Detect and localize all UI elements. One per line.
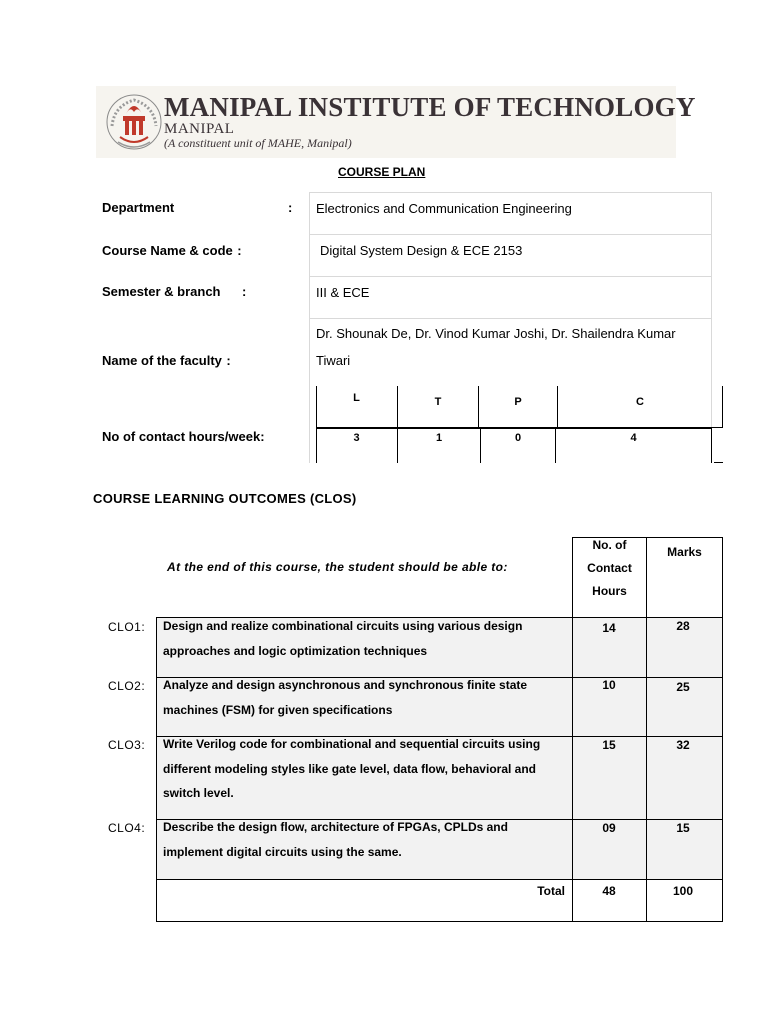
clo-description: Design and realize combinational circuits using various design approaches and logic optimization techniques: [163, 619, 523, 658]
clo-intro: At the end of this course, the student should be able to:: [167, 560, 508, 574]
ltpc-value-l: 3: [353, 432, 360, 444]
course-label-row: [102, 242, 242, 260]
divider: [309, 276, 711, 277]
col-header-marks: Marks: [667, 545, 702, 559]
colon: :: [237, 243, 242, 258]
ltpc-header-l: L: [353, 392, 360, 404]
clo-section-title: COURSE LEARNING OUTCOMES (CLOS): [93, 491, 357, 506]
faculty-value-line2: Tiwari: [316, 353, 351, 368]
total-label: Total: [537, 884, 565, 898]
clo-description: Analyze and design asynchronous and synchronous finite state machines (FSM) for given specifications: [163, 678, 528, 717]
clo-id: CLO4:: [108, 821, 146, 835]
ltpc-value-c: 4: [630, 432, 637, 444]
institute-name: MANIPAL INSTITUTE OF TECHNOLOGY: [164, 92, 696, 122]
clo-id: CLO1:: [108, 620, 146, 634]
manipal-emblem-icon: [104, 92, 164, 152]
clo-hours: 14: [602, 621, 616, 635]
semester-value: III & ECE: [316, 285, 370, 300]
divider: [309, 318, 711, 319]
clo-description: Describe the design flow, architecture of FPGAs, CPLDs and implement digital circuits using the same.: [163, 820, 508, 859]
col-header-contact-hours: No. of Contact Hours: [587, 538, 632, 598]
ltpc-table: [316, 386, 723, 463]
clo-hours: 15: [602, 738, 616, 752]
semester-label: Semester & branch: [102, 284, 221, 299]
divider: [309, 234, 711, 235]
total-marks: 100: [672, 884, 694, 898]
clo-marks: 32: [676, 738, 690, 752]
faculty-label: Name of the faculty: [102, 353, 222, 368]
clo-id: CLO3:: [108, 738, 146, 752]
department-label: Department: [102, 200, 175, 215]
total-hours: 48: [602, 884, 616, 898]
clo-marks: 15: [676, 821, 690, 835]
document-title: COURSE PLAN: [338, 165, 426, 179]
institute-city: MANIPAL: [164, 121, 235, 137]
ltpc-header-p: P: [514, 396, 522, 408]
colon: :: [288, 200, 293, 215]
colon: :: [226, 353, 231, 368]
institute-subtitle: (A constituent unit of MAHE, Manipal): [164, 136, 352, 150]
faculty-label-row: [102, 352, 231, 370]
course-label: Course Name & code: [102, 243, 233, 258]
clo-marks: 25: [676, 680, 690, 694]
clo-marks: 28: [676, 619, 690, 633]
clo-hours: 09: [602, 821, 616, 835]
contact-hours-label: No of contact hours/week:: [102, 429, 265, 444]
clo-description: Write Verilog code for combinational and sequential circuits using different modeling styles like gate level, data flow, behavioral and switch level.: [163, 737, 541, 800]
clo-id: CLO2:: [108, 679, 146, 693]
department-value: Electronics and Communication Engineering: [316, 201, 572, 216]
faculty-value-line1: Dr. Shounak De, Dr. Vinod Kumar Joshi, Dr. Shailendra Kumar: [316, 326, 676, 341]
ltpc-value-p: 0: [514, 432, 522, 444]
clo-hours: 10: [602, 678, 616, 692]
ltpc-header-c: C: [636, 396, 644, 408]
ltpc-header-t: T: [434, 396, 442, 408]
colon: :: [242, 284, 247, 299]
ltpc-value-t: 1: [435, 432, 443, 444]
course-value: Digital System Design & ECE 2153: [320, 243, 523, 258]
